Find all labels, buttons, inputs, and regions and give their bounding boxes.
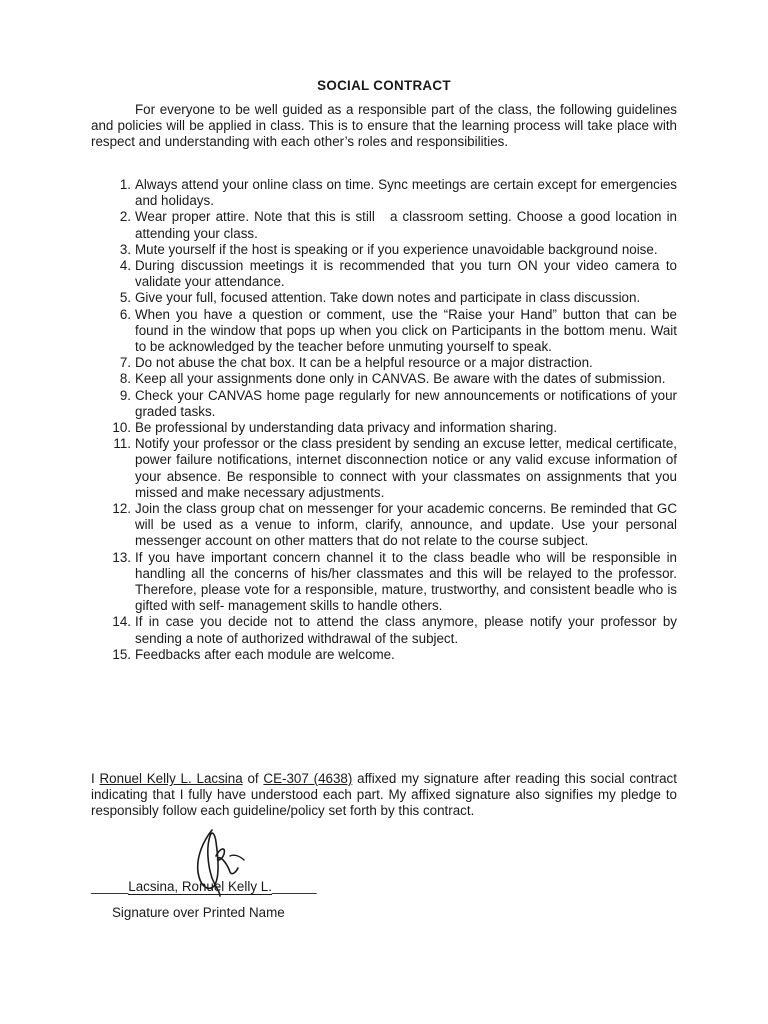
rule-text: Wear proper attire. Note that this is still a classroom setting. Choose a good location in attending your class. <box>135 209 681 241</box>
list-item <box>91 177 677 209</box>
rule-number: 5. <box>119 290 131 306</box>
list-item <box>91 242 677 258</box>
rule-number: 3. <box>119 241 131 257</box>
rule-number: 6. <box>119 306 131 322</box>
rule-text: During discussion meetings it is recommended that you turn ON your video camera to validate your attendance. <box>135 258 677 290</box>
list-item <box>91 647 677 663</box>
rule-number: 15. <box>112 646 131 662</box>
signature-caption: Signature over Printed Name <box>112 905 285 920</box>
rule-number: 13. <box>112 549 131 565</box>
list-item <box>91 388 677 420</box>
rule-text: If you have important concern channel it to the class beadle who will be responsible in handling all the concerns of his/her classmates and this will be relayed to the professor. Therefore, please vote for a responsible, mature, trustworthy, and consistent beadle who is gifted with self- management skills to handle others. <box>135 549 677 614</box>
rule-text: Join the class group chat on messenger for your academic concerns. Be reminded that GC will be used as a venue to inform, clarify, announce, and update. Use your personal messenger account on other matters that do not relate to the course subject. <box>135 501 677 549</box>
intro-paragraph: For everyone to be well guided as a responsible part of the class, the following guidelines and policies will be applied in class. This is to ensure that the learning process will take place with respect and understanding with each other’s roles and responsibilities. <box>91 102 677 150</box>
rules-list <box>91 177 681 663</box>
rule-text: If in case you decide not to attend the class anymore, please notify your professor by sending a note of authorized withdrawal of the subject. <box>135 614 677 646</box>
rule-text: Do not abuse the chat box. It can be a helpful resource or a major distraction. <box>135 355 593 371</box>
signature-leading-line: _____ <box>91 879 129 894</box>
pledge-suffix: affixed my signature after reading this social contract indicating that I fully have understood each part. My affixed signature also signifies my pledge to responsibly follow each guideline/policy set forth by this contract. <box>91 771 677 819</box>
pledge-of: of <box>242 771 264 786</box>
list-item <box>91 258 677 290</box>
rule-number: 11. <box>113 436 131 452</box>
rule-text: Give your full, focused attention. Take down notes and participate in class discussion. <box>135 290 641 306</box>
printed-name: Lacsina, Ronuel Kelly L. <box>128 879 272 894</box>
rule-number: 14. <box>112 614 131 630</box>
rule-number: 7. <box>119 355 131 371</box>
list-item <box>91 420 677 436</box>
list-item <box>91 209 681 241</box>
rule-text: Be professional by understanding data privacy and information sharing. <box>135 420 558 436</box>
signature-trailing-line: ______ <box>271 879 317 894</box>
pledge-prefix: I <box>91 771 100 786</box>
rule-number: 1. <box>119 177 131 192</box>
rule-number: 2. <box>119 209 131 225</box>
list-item <box>91 501 677 550</box>
document-title: SOCIAL CONTRACT <box>317 78 451 93</box>
list-item <box>91 290 677 306</box>
rule-number: 12. <box>112 501 131 517</box>
list-item <box>91 436 677 501</box>
student-name: Ronuel Kelly L. Lacsina <box>99 771 243 786</box>
list-item <box>91 371 677 387</box>
rule-text: Keep all your assignments done only in CANVAS. Be aware with the dates of submission. <box>135 371 666 387</box>
rule-text: Always attend your online class on time. Sync meetings are certain except for emergencies and holidays. <box>135 177 677 209</box>
rule-number: 4. <box>119 258 131 274</box>
list-item <box>91 550 677 615</box>
rule-text: Mute yourself if the host is speaking or if you experience unavoidable background noise. <box>135 241 658 257</box>
list-item <box>91 307 677 356</box>
handwritten-signature-icon <box>190 826 250 898</box>
pledge-paragraph <box>91 771 677 820</box>
rule-text: When you have a question or comment, use the “Raise your Hand” button that can be found in the window that pops up when you click on Participants in the bottom menu. Wait to be acknowledged by the teacher before unmuting yourself to speak. <box>135 306 677 355</box>
rule-number: 8. <box>119 371 131 387</box>
rule-text: Check your CANVAS home page regularly for new announcements or notifications of your graded tasks. <box>135 387 677 419</box>
rule-number: 9. <box>119 387 131 403</box>
rule-number: 10. <box>112 420 131 436</box>
rule-text: Notify your professor or the class president by sending an excuse letter, medical certificate, power failure notifications, internet disconnection notice or any valid excuse information of your absence. Be responsible to connect with your classmates on assignments that you missed and make necessary adjustments. <box>135 436 677 500</box>
list-item <box>91 614 677 646</box>
list-item <box>91 355 677 371</box>
rule-text: Feedbacks after each module are welcome. <box>135 646 395 662</box>
course-code: CE-307 (4638) <box>263 771 353 786</box>
